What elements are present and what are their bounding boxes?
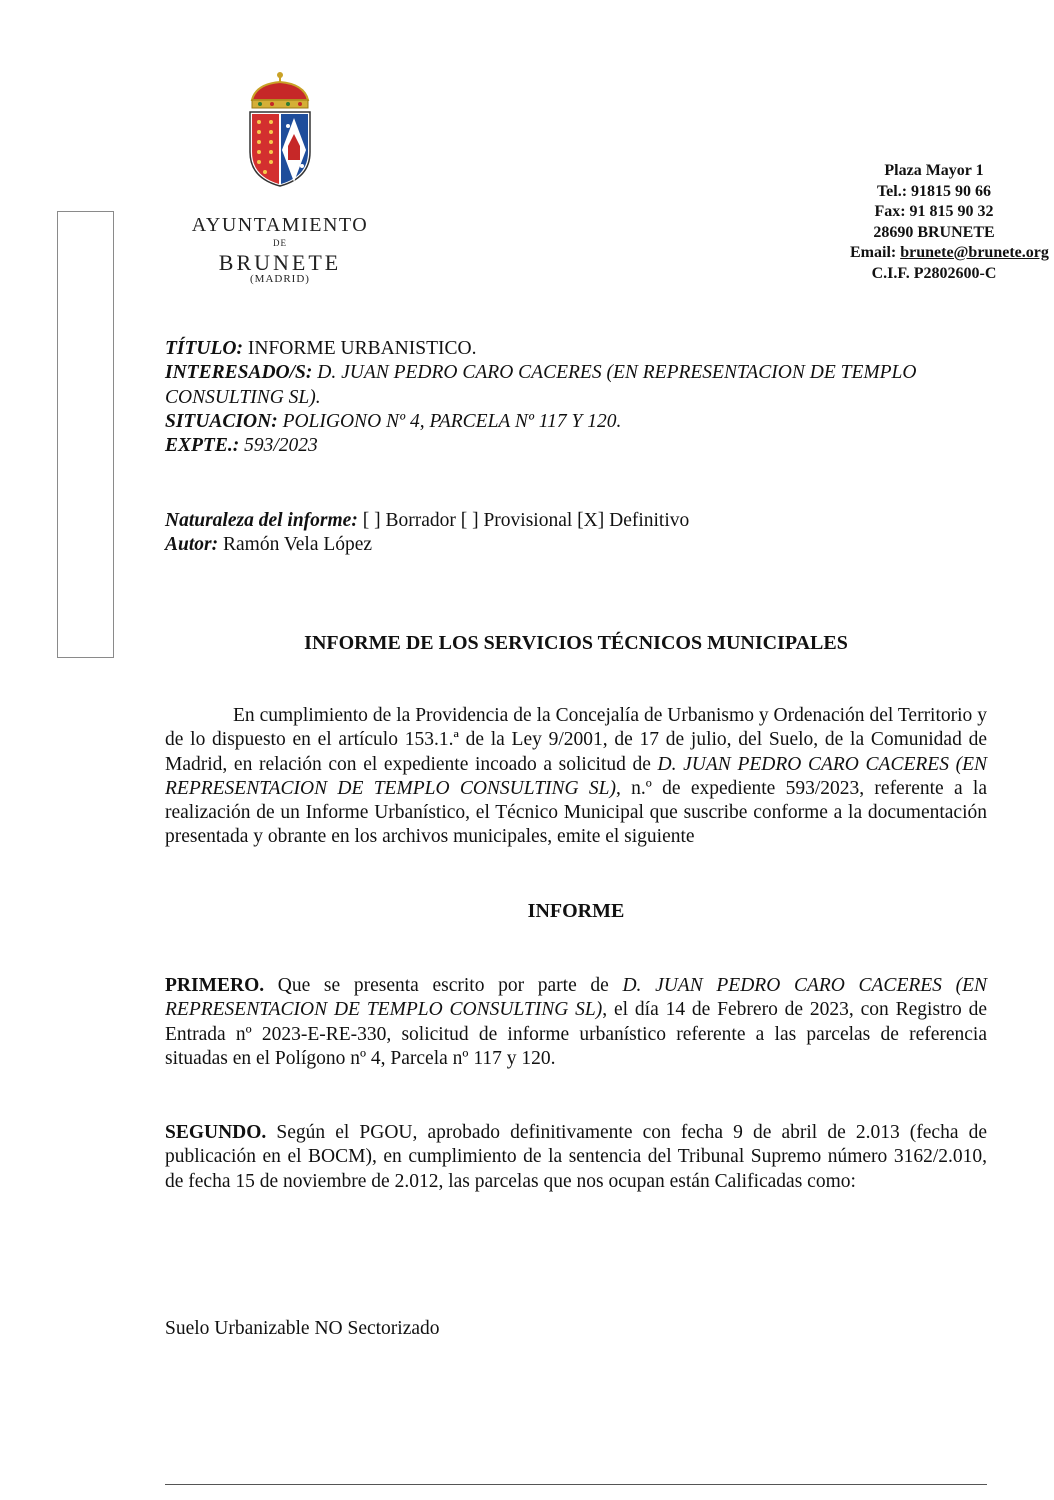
primero-paragraph: [165, 974, 987, 1071]
situacion-label: SITUACION:: [165, 410, 278, 432]
naturaleza-value: [ ] Borrador [ ] Provisional [X] Definitivo: [357, 510, 690, 531]
contact-email-label: Email:: [850, 244, 901, 261]
contact-cif: C.I.F. P2802600-C: [871, 264, 997, 282]
nature-block: [165, 509, 987, 558]
naturaleza-line: [165, 509, 987, 533]
titulo-label: TÍTULO:: [165, 338, 243, 359]
logo-de: DE: [273, 238, 287, 248]
contact-tel: Tel.: 91815 90 66: [876, 182, 992, 200]
side-margin-box: [57, 211, 114, 658]
document-header: [165, 337, 987, 458]
contact-fax: Fax: 91 815 90 32: [874, 203, 994, 220]
main-title: INFORME DE LOS SERVICIOS TÉCNICOS MUNICIPALES: [304, 632, 848, 654]
logo-ayuntamiento: AYUNTAMIENTO: [191, 214, 369, 236]
intro-paragraph: [165, 704, 987, 850]
contact-block: [814, 161, 1054, 284]
expte-value: 593/2023: [239, 435, 318, 457]
interesado-label: INTERESADO/S:: [165, 362, 313, 384]
interesado-value: D. JUAN PEDRO CARO CACERES (EN REPRESENTACION DE TEMPLO CONSULTING SL).: [165, 362, 917, 408]
expte-line: [165, 434, 987, 458]
logo-madrid: (MADRID): [250, 273, 310, 285]
autor-label: Autor:: [165, 534, 219, 556]
autor-value: Ramón Vela López: [218, 534, 373, 556]
contact-city: 28690 BRUNETE: [873, 223, 995, 241]
para1-text-c: , n.º de expediente 593/2023, referente a la realización de un Informe Urbanístico, el Técnico Municipal que suscribe conforme a la documentación presentada y obrante en los archivos municipales, emite el siguiente: [165, 777, 987, 848]
interesado-line: [165, 361, 987, 410]
autor-line: [165, 533, 987, 557]
contact-email-line: [814, 243, 1054, 264]
naturaleza-label: Naturaleza del informe:: [165, 510, 358, 531]
contact-address: Plaza Mayor 1: [884, 162, 984, 179]
informe-title: INFORME: [527, 900, 625, 922]
primero-label: PRIMERO.: [165, 975, 265, 996]
situacion-line: [165, 410, 987, 434]
expte-label: EXPTE.:: [165, 435, 240, 457]
titulo-value: INFORME URBANISTICO.: [242, 338, 477, 359]
contact-email-link[interactable]: brunete@brunete.org: [900, 244, 1049, 261]
situacion-value: POLIGONO Nº 4, PARCELA Nº 117 Y 120.: [277, 410, 622, 432]
para3-text-a: Según el PGOU, aprobado definitivamente con fecha 9 de abril de 2.013 (fecha de publicación en el BOCM), en cumplimiento de la sentencia del Tribunal Supremo número 3162/2.010, de fecha 15 de noviembre de 2.012, las parcelas que nos ocupan están Calificadas como:: [165, 1122, 987, 1192]
para2-text-c: , el día 14 de Febrero de 2023, con Registro de Entrada nº 2023-E-RE-330, solicitud de informe urbanístico referente a las parcelas de referencia situadas en el Polígono nº 4, Parcela nº 117 y 120.: [165, 999, 987, 1069]
coat-of-arms-icon: [244, 70, 316, 188]
suelo-classification: Suelo Urbanizable NO Sectorizado: [165, 1318, 440, 1339]
titulo-line: [165, 337, 987, 361]
para1-text-a: En cumplimiento de la Providencia de la Concejalía de Urbanismo y Ordenación del Territorio y de lo dispuesto en el artículo 153.1.ª de la Ley 9/2001, de 17 de julio, del Suelo, de la Comunidad de Madrid, en relación con el expediente incoado a solicitud de: [165, 705, 987, 775]
para1-text-b: D. JUAN PEDRO CARO CACERES (EN REPRESENTACION DE TEMPLO CONSULTING SL): [165, 753, 987, 799]
segundo-paragraph: [165, 1121, 987, 1194]
segundo-label: SEGUNDO.: [165, 1122, 267, 1143]
footer-divider: [165, 1484, 987, 1485]
logo-brunete: BRUNETE: [218, 250, 342, 275]
para2-text-b: D. JUAN PEDRO CARO CACERES (EN REPRESENTACION DE TEMPLO CONSULTING SL): [165, 975, 987, 1021]
para2-text-a: Que se presenta escrito por parte de: [264, 975, 623, 996]
